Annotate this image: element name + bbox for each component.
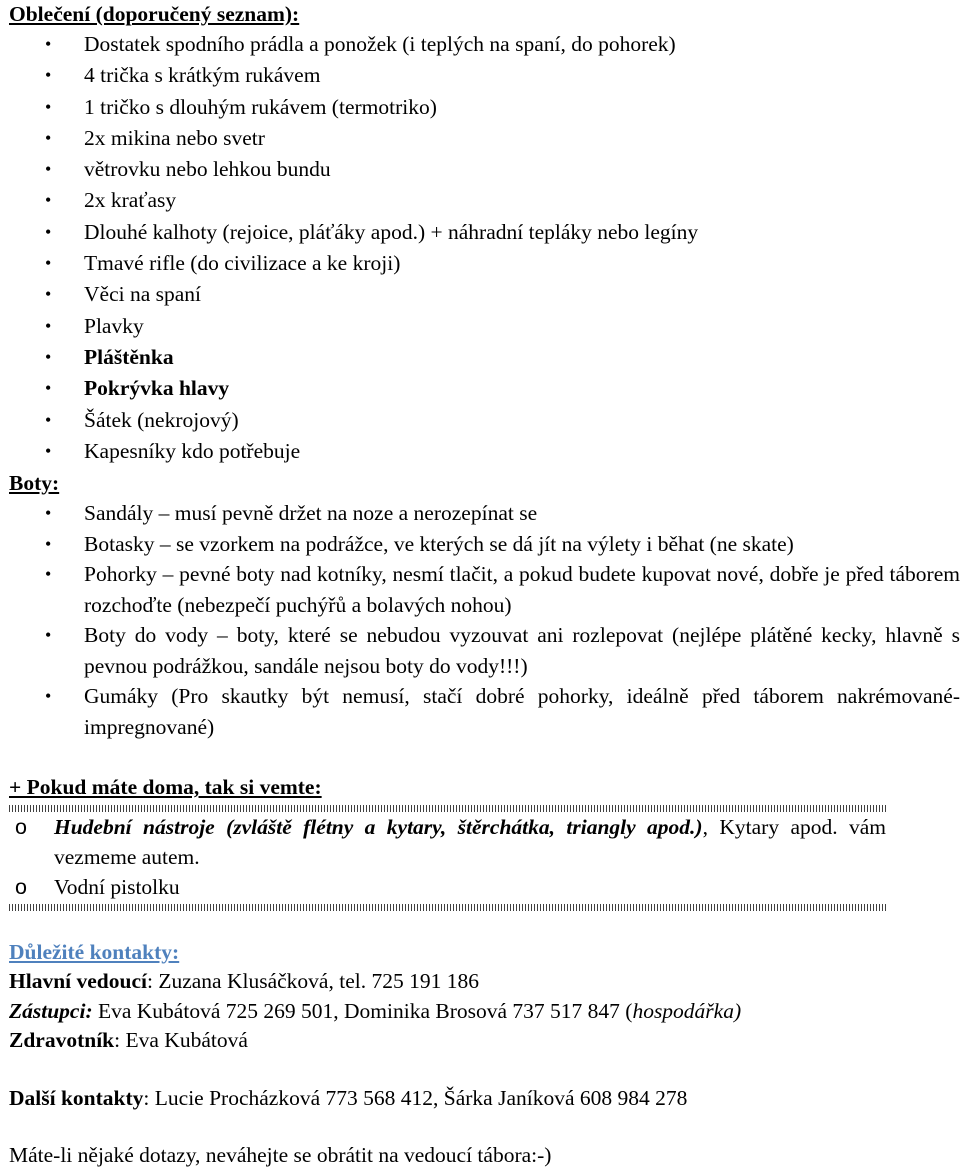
list-item: • Pláštěnka xyxy=(9,342,960,373)
list-item: • Tmavé rifle (do civilizace a ke kroji) xyxy=(9,248,960,279)
bullet-icon: • xyxy=(45,440,52,461)
list-item: • Dostatek spodního prádla a ponožek (i teplých na spaní, do pohorek) xyxy=(9,29,960,60)
closing-line: Máte-li nějaké dotazy, neváhejte se obrátit na vedoucí tábora:-) xyxy=(9,1143,552,1168)
bullet-icon: • xyxy=(45,564,52,585)
other-contacts-line: Další kontakty: Lucie Procházková 773 568 412, Šárka Janíková 608 984 278 xyxy=(9,1085,688,1110)
bullet-icon: • xyxy=(45,315,52,336)
list-item: o Vodní pistolku xyxy=(9,872,886,902)
medic-line: Zdravotník: Eva Kubátová xyxy=(9,1028,248,1053)
shoes-list xyxy=(9,498,960,742)
list-item: • Pokrývka hlavy xyxy=(9,373,960,404)
list-item: o Hudební nástroje (zvláště flétny a kytary, štěrchátka, triangly apod.), Kytary apod. vám vezmeme autem. xyxy=(9,812,886,872)
bullet-icon: • xyxy=(45,34,52,54)
bullet-icon: • xyxy=(45,533,52,554)
list-item: • Boty do vody – boty, které se nebudou vyzouvat ani rozlepovat (nejlépe plátěné kecky, hlavně s pevnou podrážkou, sandále nejsou boty do vody!!!) xyxy=(9,620,960,681)
bullet-icon: • xyxy=(45,96,52,117)
list-item: • Pohorky – pevné boty nad kotníky, nesmí tlačit, a pokud budete kupovat nové, dobře je před táborem rozchoďte (nebezpečí puchýřů a bolavých nohou) xyxy=(9,559,960,620)
bullet-icon: • xyxy=(45,127,52,148)
bullet-icon: • xyxy=(45,221,52,242)
list-item: • Dlouhé kalhoty (rejoice, pláťáky apod.) + náhradní tepláky nebo legíny xyxy=(9,217,960,248)
optional-list xyxy=(9,812,886,902)
bullet-icon: • xyxy=(45,686,52,707)
list-item: • větrovku nebo lehkou bundu xyxy=(9,154,960,185)
bullet-icon: • xyxy=(45,503,52,524)
contacts-heading: Důležité kontakty: xyxy=(9,940,180,965)
bullet-icon: • xyxy=(45,378,52,399)
bullet-icon: • xyxy=(45,159,52,180)
list-item: • Šátek (nekrojový) xyxy=(9,405,960,436)
list-item: • 1 tričko s dlouhým rukávem (termotriko) xyxy=(9,92,960,123)
list-item: • 4 trička s krátkým rukávem xyxy=(9,60,960,91)
bullet-icon: • xyxy=(45,625,52,646)
divider xyxy=(9,805,886,812)
bullet-icon: • xyxy=(45,253,52,274)
divider xyxy=(9,904,886,911)
list-item: • Sandály – musí pevně držet na noze a nerozepínat se xyxy=(9,498,960,529)
spacer xyxy=(9,1056,960,1084)
list-item: • 2x kraťasy xyxy=(9,185,960,216)
clothing-heading: Oblečení (doporučený seznam): xyxy=(9,2,300,26)
bullet-icon: • xyxy=(45,190,52,211)
list-item: • Kapesníky kdo potřebuje xyxy=(9,436,960,467)
circle-bullet-icon: o xyxy=(15,875,27,900)
shoes-heading: Boty: xyxy=(9,471,60,496)
list-item: • Plavky xyxy=(9,311,960,342)
optional-heading: + Pokud máte doma, tak si vemte: xyxy=(9,775,322,800)
spacer xyxy=(9,1113,960,1141)
bullet-icon: • xyxy=(45,346,52,367)
list-item: • 2x mikina nebo svetr xyxy=(9,123,960,154)
list-item: • Botasky – se vzorkem na podrážce, ve kterých se dá jít na výlety i běhat (ne skate) xyxy=(9,529,960,560)
list-item: • Věci na spaní xyxy=(9,279,960,310)
circle-bullet-icon: o xyxy=(15,815,27,840)
clothing-list xyxy=(9,29,960,467)
bullet-icon: • xyxy=(45,409,52,430)
deputies-line: Zástupci: Eva Kubátová 725 269 501, Dominika Brosová 737 517 847 (hospodářka) xyxy=(9,998,742,1023)
list-item: • Gumáky (Pro skautky být nemusí, stačí dobré pohorky, ideálně před táborem nakrémované-impregnované) xyxy=(9,681,960,742)
document xyxy=(9,0,960,1171)
bullet-icon: • xyxy=(45,284,52,305)
bullet-icon: • xyxy=(45,65,52,86)
leader-line: Hlavní vedoucí: Zuzana Klusáčková, tel. 725 191 186 xyxy=(9,969,479,994)
